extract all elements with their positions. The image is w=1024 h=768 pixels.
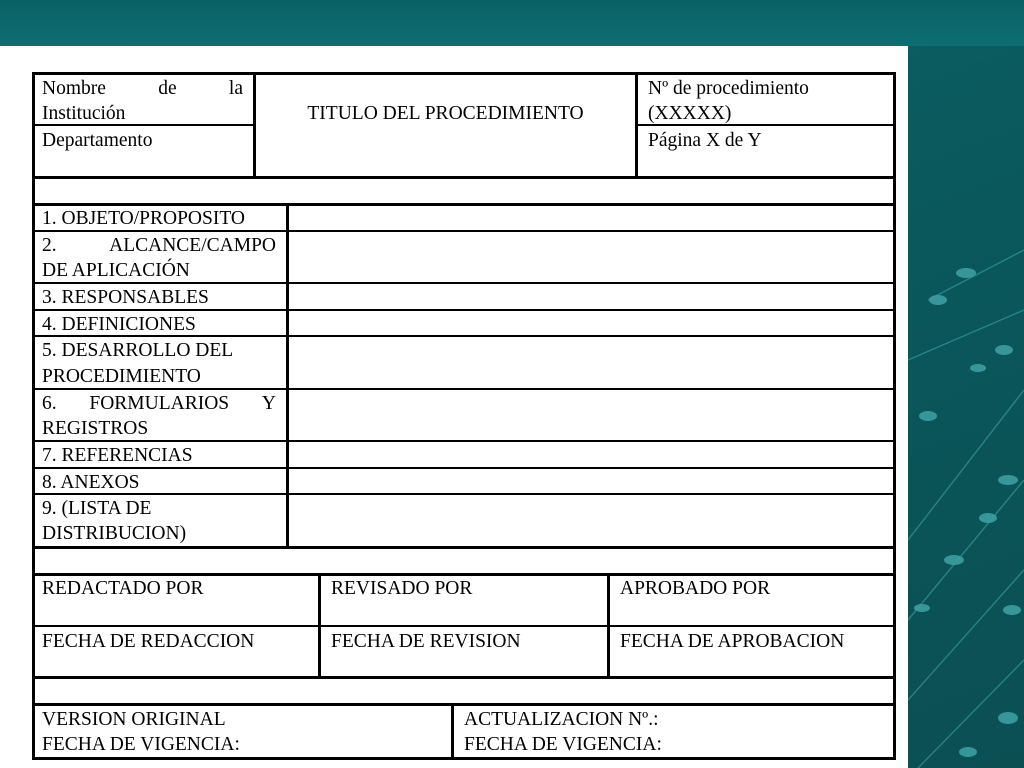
section-forms-title: FORMULARIOS bbox=[89, 393, 230, 414]
section-distribution: 9. (LISTA DE bbox=[42, 498, 152, 519]
review-date-label: FECHA DE REVISION bbox=[331, 631, 521, 652]
section-forms-line2: REGISTROS bbox=[42, 418, 149, 439]
procedure-number-value: (XXXXX) bbox=[648, 103, 732, 124]
section-forms-conjunction: Y bbox=[261, 393, 276, 414]
section-scope-number: 2. bbox=[42, 235, 57, 256]
section-responsibles: 3. RESPONSABLES bbox=[42, 287, 209, 308]
network-decoration bbox=[908, 240, 1024, 768]
section-definitions: 4. DEFINICIONES bbox=[42, 314, 196, 335]
section-row-line-9 bbox=[32, 546, 896, 549]
institution-word-2: de bbox=[158, 78, 177, 99]
original-version-label: VERSION ORIGINAL bbox=[42, 709, 226, 730]
section-references: 7. REFERENCIAS bbox=[42, 445, 193, 466]
approvals-middle-line bbox=[32, 625, 896, 627]
institution-name-label bbox=[32, 75, 253, 101]
section-scope bbox=[32, 232, 286, 258]
section-scope-title: ALCANCE/CAMPO bbox=[109, 235, 276, 256]
approval-date-label: FECHA DE APROBACION bbox=[620, 631, 845, 652]
section-distribution-line2: DISTRIBUCION) bbox=[42, 523, 187, 544]
table-border-bottom bbox=[32, 757, 896, 760]
update-validity-label: FECHA DE VIGENCIA: bbox=[464, 734, 662, 755]
section-scope-line2: DE APLICACIÓN bbox=[42, 260, 190, 281]
section-development-line2: PROCEDIMIENTO bbox=[42, 366, 201, 387]
procedure-number-label: Nº de procedimiento bbox=[648, 78, 809, 99]
header-bottom-line bbox=[32, 176, 896, 179]
section-development: 5. DESARROLLO DEL bbox=[42, 340, 234, 361]
section-objective: 1. OBJETO/PROPOSITO bbox=[42, 208, 245, 229]
section-annexes: 8. ANEXOS bbox=[42, 472, 140, 493]
approved-by-label: APROBADO POR bbox=[620, 578, 771, 599]
section-forms-number: 6. bbox=[42, 393, 57, 414]
written-date-label: FECHA DE REDACCION bbox=[42, 631, 255, 652]
department-label: Departamento bbox=[42, 130, 153, 151]
section-forms bbox=[32, 390, 286, 416]
update-number-label: ACTUALIZACION Nº.: bbox=[464, 709, 659, 730]
sections-column-divider bbox=[286, 203, 289, 549]
page-number-label: Página X de Y bbox=[648, 130, 762, 151]
reviewed-by-label: REVISADO POR bbox=[331, 578, 473, 599]
approvals-bottom-line bbox=[32, 676, 896, 679]
institution-name-label-line2: Institución bbox=[42, 103, 126, 124]
written-by-label: REDACTADO POR bbox=[42, 578, 204, 599]
original-validity-label: FECHA DE VIGENCIA: bbox=[42, 734, 240, 755]
institution-word-3: la bbox=[228, 78, 243, 99]
procedure-form-table bbox=[32, 72, 896, 760]
slide-top-band bbox=[0, 0, 1024, 46]
procedure-title: TITULO DEL PROCEDIMIENTO bbox=[307, 103, 584, 124]
institution-word-1: Nombre bbox=[42, 78, 106, 99]
